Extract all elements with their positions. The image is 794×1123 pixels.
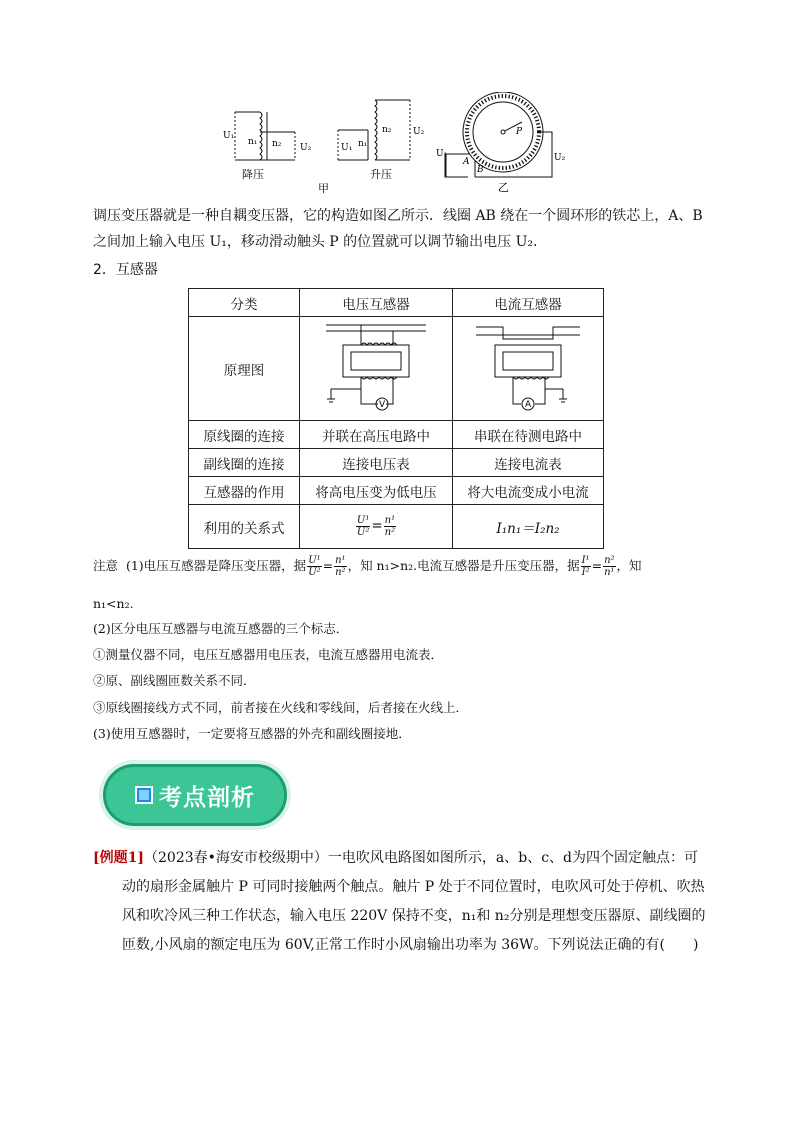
- toroid-u1: U₁: [436, 149, 448, 159]
- voltage-transformer-diagram: [300, 317, 453, 421]
- header-voltage: 电压互感器: [300, 289, 453, 317]
- row2-current: 连接电流表: [453, 449, 604, 477]
- square-bullet-icon: [135, 786, 153, 804]
- row1-voltage: 并联在高压电路中: [300, 421, 453, 449]
- relation-current: I₁n₁＝I₂n₂: [453, 505, 604, 549]
- section-badge: [103, 764, 287, 826]
- row3-label: 互感器的作用: [189, 477, 300, 505]
- step-down-u2: U₂: [300, 143, 312, 153]
- para1-line1: 调压变压器就是一种自耦变压器，它的构造如图乙所示．线圈 AB 绕在一个圆环形的铁芯上，A、B: [93, 208, 703, 224]
- step-up-u1: U₁: [341, 143, 353, 153]
- fig-yi-label: 乙: [498, 181, 509, 194]
- step-down-diagram: [235, 112, 295, 160]
- step-up-u2: U₂: [413, 127, 425, 137]
- note-line1: 注意 (1)电压互感器是降压变压器，据 $\frac{\text{U¹}}{\text{U²}}$ = $\frac{\text{n¹}}{\text{n²}}$ ，知 n₁>n₂.电流互感器是升压变压器，据 $\frac{\text{I¹}}{\text{I²}}$ = $\frac{\text{n²}}{\text{n¹}}$ ，知: [93, 555, 642, 578]
- example-line3: 风和吹冷风三种工作状态，输入电压 220V 保持不变，n₁和 n₂分别是理想变压器原、副线圈的: [122, 908, 706, 924]
- row3-current: 将大电流变成小电流: [453, 477, 604, 505]
- badge-label: 考点剖析: [159, 784, 255, 811]
- toroid-u2: U₂: [554, 153, 566, 163]
- mutual-inductor-table: [188, 288, 604, 549]
- note-line2: n₁<n₂.: [93, 596, 134, 611]
- toroid-diagram: [445, 92, 552, 177]
- meter-v-label: V: [379, 399, 386, 410]
- relation-label: 利用的关系式: [189, 505, 300, 549]
- row-diagram-label: 原理图: [189, 317, 300, 421]
- toroid-b: B: [477, 165, 484, 175]
- row3-voltage: 将高电压变为低电压: [300, 477, 453, 505]
- para1-line2: 之间加上输入电压 U₁，移动滑动触头 P 的位置就可以调节输出电压 U₂.: [93, 234, 538, 250]
- note-line4: ①测量仪器不同，电压互感器用电压表，电流互感器用电流表．: [93, 647, 444, 662]
- current-transformer-svg: [473, 319, 583, 415]
- header-current: 电流互感器: [453, 289, 604, 317]
- note-line7: (3)使用互感器时，一定要将互感器的外壳和副线圈接地．: [93, 726, 411, 741]
- note-prefix: 注意: [93, 558, 119, 573]
- note-line5: ②原、副线圈匝数关系不同．: [93, 673, 256, 688]
- step-down-label: 降压: [242, 168, 264, 181]
- meter-a-label: A: [525, 399, 532, 410]
- note-line6: ③原线圈接线方式不同，前者接在火线和零线间，后者接在火线上．: [93, 700, 469, 715]
- voltage-transformer-svg: [321, 319, 431, 415]
- current-transformer-diagram: [453, 317, 604, 421]
- row1-current: 串联在待测电路中: [453, 421, 604, 449]
- step-down-n2: n₂: [272, 139, 282, 149]
- relation-voltage: $\frac{\text{U¹}}{\text{U²}}$ = $\frac{\text{n¹}}{\text{n²}}$: [300, 505, 453, 549]
- section-title: 2．互感器: [93, 262, 158, 278]
- toroid-a: A: [463, 157, 470, 167]
- example-tag: [例题1]: [93, 850, 144, 866]
- note-line3: (2)区分电压互感器与电流互感器的三个标志．: [93, 621, 349, 636]
- step-down-u1: U₁: [223, 131, 235, 141]
- example-line4: 匝数,小风扇的额定电压为 60V,正常工作时小风扇输出功率为 36W。下列说法正确的有( ): [122, 937, 699, 953]
- example-line2: 动的扇形金属触片 P 可同时接触两个触点。触片 P 处于不同位置时，电吹风可处于停机、吹热: [122, 879, 705, 895]
- row1-label: 原线圈的连接: [189, 421, 300, 449]
- step-up-label: 升压: [370, 168, 392, 181]
- fig-jia-label: 甲: [318, 182, 329, 195]
- step-down-n1: n₁: [248, 137, 258, 147]
- example-line1: [例题1]（2023春•海安市校级期中）一电吹风电路图如图所示，a、b、c、d为四个固定触点：可: [93, 850, 698, 866]
- header-category: 分类: [189, 289, 300, 317]
- row2-label: 副线圈的连接: [189, 449, 300, 477]
- toroid-p: P: [516, 127, 523, 137]
- step-up-n2: n₂: [382, 125, 392, 135]
- row2-voltage: 连接电压表: [300, 449, 453, 477]
- step-up-n1: n₁: [358, 139, 368, 149]
- transformer-figures: [220, 92, 580, 197]
